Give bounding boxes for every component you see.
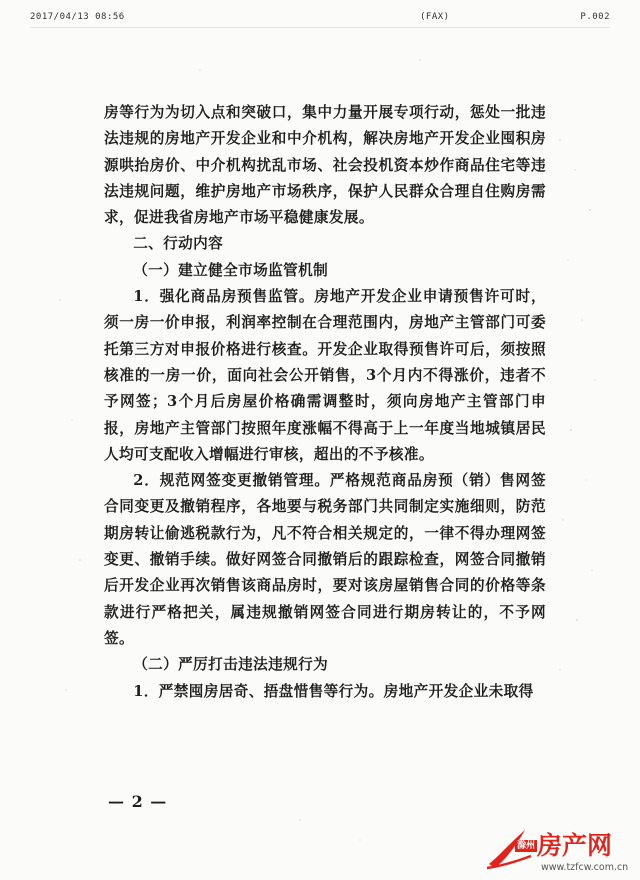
heading-crackdown: （二）严厉打击违法违规行为 xyxy=(133,656,329,674)
paragraph-online-contract: 2．规范网签变更撤销管理。严格规范商品房预（销）售网签合同变更及撤销程序，各地要与税务部门共同制定实施细则，防范期房转让偷逃税款行为，凡不符合相关规定的，一律不得办理网签变更、撤销手续。做好网签合同撤销后的跟踪检查，网签合同撤销后开发企业再次销售该商品房时，要对该房屋销售合同的价格等条款进行严格把关，属违规撤销网签合同进行期房转让的，不予网签。 xyxy=(104,472,546,647)
paragraph-hoarding-ban: 1．严禁囤房居奇、捂盘惜售等行为。房地产开发企业未取得 xyxy=(133,682,534,700)
heading-market-supervision: （一）建立健全市场监管机制 xyxy=(133,261,329,279)
heading-action-content: 二、行动内容 xyxy=(133,235,224,253)
site-watermark xyxy=(485,822,635,878)
fax-page-number: P.002 xyxy=(580,12,610,22)
paragraph-intro: 房等行为为切入点和突破口，集中力量开展专项行动，惩处一批违法违规的房地产开发企业和中介机构，解决房地产开发企业囤积房源哄抬房价、中介机构扰乱市场、社会投机资本炒作商品住宅等违法违规问题，维护房地产市场秩序，保护人民群众合理自住购房需求，促进我省房地产市场平稳健康发展。 xyxy=(104,104,546,227)
watermark-title: 房产网 xyxy=(537,831,613,860)
document-body xyxy=(104,100,546,705)
watermark-city: 滁州 xyxy=(517,841,536,851)
watermark-url: www.tzfcw.com.cn xyxy=(541,862,629,873)
fax-label: (FAX) xyxy=(420,12,450,22)
paragraph-presale-supervision: 1．强化商品房预售监管。房地产开发企业申请预售许可时，须一房一价申报，利润率控制在合理范围内，房地产主管部门可委托第三方对申报价格进行核查。开发企业取得预售许可后，须按照核准的一房一价，面向社会公开销售，3个月内不得涨价，违者不予网签；3个月后房屋价格确需调整时，须向房地产主管部门申报，房地产主管部门按照年度涨幅不得高于上一年度当地城镇居民人均可支配收入增幅进行审核，超出的不予核准。 xyxy=(104,288,546,463)
fax-datetime: 2017/04/13 08:56 xyxy=(30,12,125,22)
page-number: — 2 — xyxy=(108,792,168,811)
fax-header xyxy=(30,12,610,26)
